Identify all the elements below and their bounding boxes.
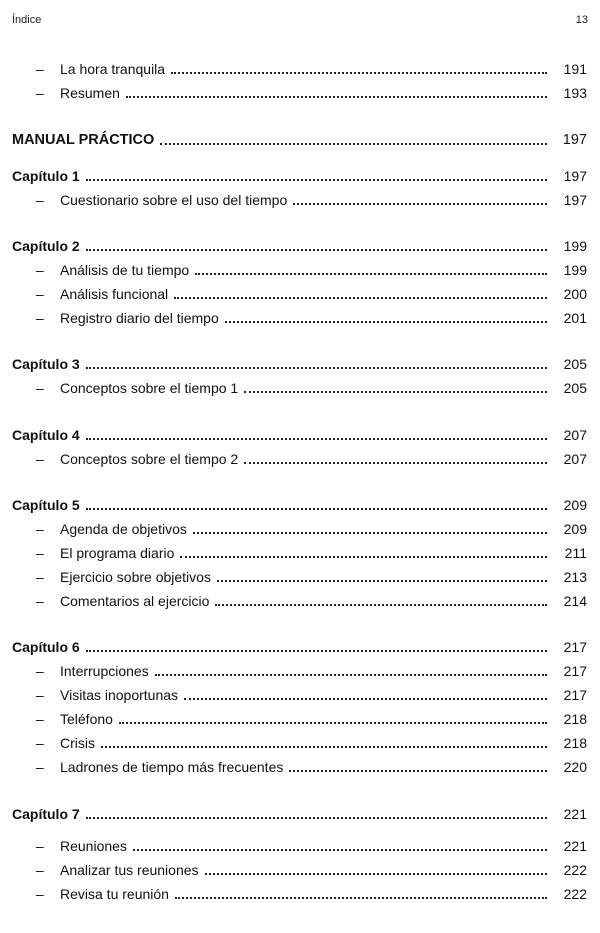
dot-leader: [217, 576, 547, 582]
entry-page-number: 218: [563, 735, 587, 751]
dot-leader: [184, 694, 547, 700]
entry-dash: –: [36, 687, 44, 703]
dot-leader: [244, 458, 547, 464]
entry-dash: –: [36, 451, 44, 467]
toc-entry-item: [12, 756, 587, 776]
dot-leader: [289, 766, 547, 772]
entry-dash: –: [36, 593, 44, 609]
entry-label: Comentarios al ejercicio: [60, 593, 210, 609]
entry-dash: –: [36, 262, 44, 278]
entry-page-number: 217: [563, 687, 587, 703]
entry-dash: –: [36, 759, 44, 775]
entry-page-number: 200: [563, 286, 587, 302]
dot-leader: [193, 528, 547, 534]
entry-label: Resumen: [60, 85, 120, 101]
toc-entry-chapter: [12, 494, 587, 514]
toc-entry-chapter: [12, 235, 587, 255]
entry-page-number: 199: [563, 238, 587, 254]
dot-leader: [119, 718, 547, 724]
dot-leader: [101, 742, 547, 748]
dot-leader: [180, 552, 547, 558]
toc-entry-item: [12, 259, 587, 279]
dot-leader: [293, 199, 547, 205]
entry-dash: –: [36, 85, 44, 101]
entry-page-number: 221: [563, 806, 587, 822]
toc-entry-item: [12, 518, 587, 538]
entry-page-number: 222: [563, 886, 587, 902]
toc-entry-chapter: [12, 424, 587, 444]
toc-entry-item: [12, 708, 587, 728]
dot-leader: [86, 363, 547, 369]
dot-leader: [86, 245, 547, 251]
dot-leader: [175, 893, 547, 899]
entry-label: Reuniones: [60, 838, 127, 854]
page-number: 13: [575, 14, 588, 26]
entry-label: Capítulo 4: [12, 427, 80, 443]
entry-label: Ladrones de tiempo más frecuentes: [60, 759, 284, 775]
entry-label: MANUAL PRÁCTICO: [12, 132, 155, 148]
entry-label: Capítulo 7: [12, 806, 80, 822]
entry-label: Registro diario del tiempo: [60, 310, 219, 326]
entry-dash: –: [36, 711, 44, 727]
entry-label: Análisis de tu tiempo: [60, 262, 190, 278]
entry-page-number: 209: [563, 497, 587, 513]
entry-page-number: 218: [563, 711, 587, 727]
entry-page-number: 205: [563, 380, 587, 396]
toc-entry-item: [12, 883, 587, 903]
entry-label: Agenda de objetivos: [60, 521, 187, 537]
entry-page-number: 220: [563, 759, 587, 775]
entry-dash: –: [36, 735, 44, 751]
entry-label: Ejercicio sobre objetivos: [60, 569, 211, 585]
dot-leader: [174, 293, 547, 299]
entry-dash: –: [36, 838, 44, 854]
entry-dash: –: [36, 569, 44, 585]
toc-entry-item: [12, 684, 587, 704]
dot-leader: [155, 670, 547, 676]
toc-entry-item: [12, 660, 587, 680]
entry-page-number: 199: [563, 262, 587, 278]
dot-leader: [195, 269, 547, 275]
toc-entry-item: [12, 58, 587, 78]
toc-entry-chapter: [12, 353, 587, 373]
toc-entry-item: [12, 283, 587, 303]
entry-label: Capítulo 6: [12, 639, 80, 655]
toc-entry-item: [12, 377, 587, 397]
entry-page-number: 221: [563, 838, 587, 854]
entry-dash: –: [36, 192, 44, 208]
entry-label: Interrupciones: [60, 663, 149, 679]
entry-page-number: 191: [563, 61, 587, 77]
toc-entry-item: [12, 307, 587, 327]
entry-dash: –: [36, 521, 44, 537]
entry-page-number: 209: [563, 521, 587, 537]
dot-leader: [171, 68, 547, 74]
entry-page-number: 193: [563, 85, 587, 101]
dot-leader: [215, 600, 547, 606]
toc-entry-section: [12, 129, 587, 149]
dot-leader: [86, 504, 547, 510]
toc-entry-chapter: [12, 803, 587, 823]
toc-entry-item: [12, 835, 587, 855]
entry-label: Cuestionario sobre el uso del tiempo: [60, 192, 288, 208]
entry-label: Capítulo 3: [12, 356, 80, 372]
entry-page-number: 197: [562, 132, 587, 148]
entry-page-number: 205: [563, 356, 587, 372]
entry-page-number: 207: [563, 427, 587, 443]
entry-dash: –: [36, 886, 44, 902]
entry-dash: –: [36, 663, 44, 679]
dot-leader: [225, 317, 547, 323]
toc-entry-item: [12, 566, 587, 586]
dot-leader: [160, 139, 547, 145]
dot-leader: [86, 813, 547, 819]
entry-label: Capítulo 5: [12, 497, 80, 513]
entry-label: El programa diario: [60, 545, 175, 561]
entry-dash: –: [36, 310, 44, 326]
entry-page-number: 197: [563, 168, 587, 184]
entry-dash: –: [36, 286, 44, 302]
toc-entry-chapter: [12, 636, 587, 656]
toc-entry-item: [12, 732, 587, 752]
dot-leader: [86, 175, 547, 181]
entry-label: La hora tranquila: [60, 61, 166, 77]
entry-page-number: 217: [563, 663, 587, 679]
entry-label: Capítulo 1: [12, 168, 80, 184]
toc-entry-chapter: [12, 165, 587, 185]
page-header: [12, 14, 588, 30]
dot-leader: [86, 646, 547, 652]
entry-page-number: 197: [563, 192, 587, 208]
entry-page-number: 213: [563, 569, 587, 585]
entry-page-number: 214: [563, 593, 587, 609]
entry-dash: –: [36, 862, 44, 878]
entry-page-number: 207: [563, 451, 587, 467]
entry-label: Visitas inoportunas: [60, 687, 179, 703]
toc-entry-item: [12, 189, 587, 209]
entry-label: Crisis: [60, 735, 95, 751]
entry-label: Revisa tu reunión: [60, 886, 169, 902]
entry-page-number: 217: [563, 639, 587, 655]
entry-label: Análisis funcional: [60, 286, 169, 302]
toc-entry-item: [12, 859, 587, 879]
dot-leader: [244, 387, 547, 393]
entry-dash: –: [36, 380, 44, 396]
entry-label: Conceptos sobre el tiempo 1: [60, 380, 239, 396]
entry-label: Analizar tus reuniones: [60, 862, 199, 878]
entry-page-number: 201: [563, 310, 587, 326]
entry-dash: –: [36, 545, 44, 561]
running-title: Índice: [12, 14, 42, 26]
toc-entry-item: [12, 82, 587, 102]
dot-leader: [205, 869, 547, 875]
entry-label: Conceptos sobre el tiempo 2: [60, 451, 239, 467]
toc-entry-item: [12, 590, 587, 610]
entry-dash: –: [36, 61, 44, 77]
dot-leader: [86, 434, 547, 440]
entry-page-number: 211: [564, 545, 587, 561]
entry-page-number: 222: [563, 862, 587, 878]
dot-leader: [126, 92, 547, 98]
entry-label: Capítulo 2: [12, 238, 80, 254]
dot-leader: [133, 845, 547, 851]
toc-entry-item: [12, 448, 587, 468]
entry-label: Teléfono: [60, 711, 113, 727]
toc-entry-item: [12, 542, 587, 562]
